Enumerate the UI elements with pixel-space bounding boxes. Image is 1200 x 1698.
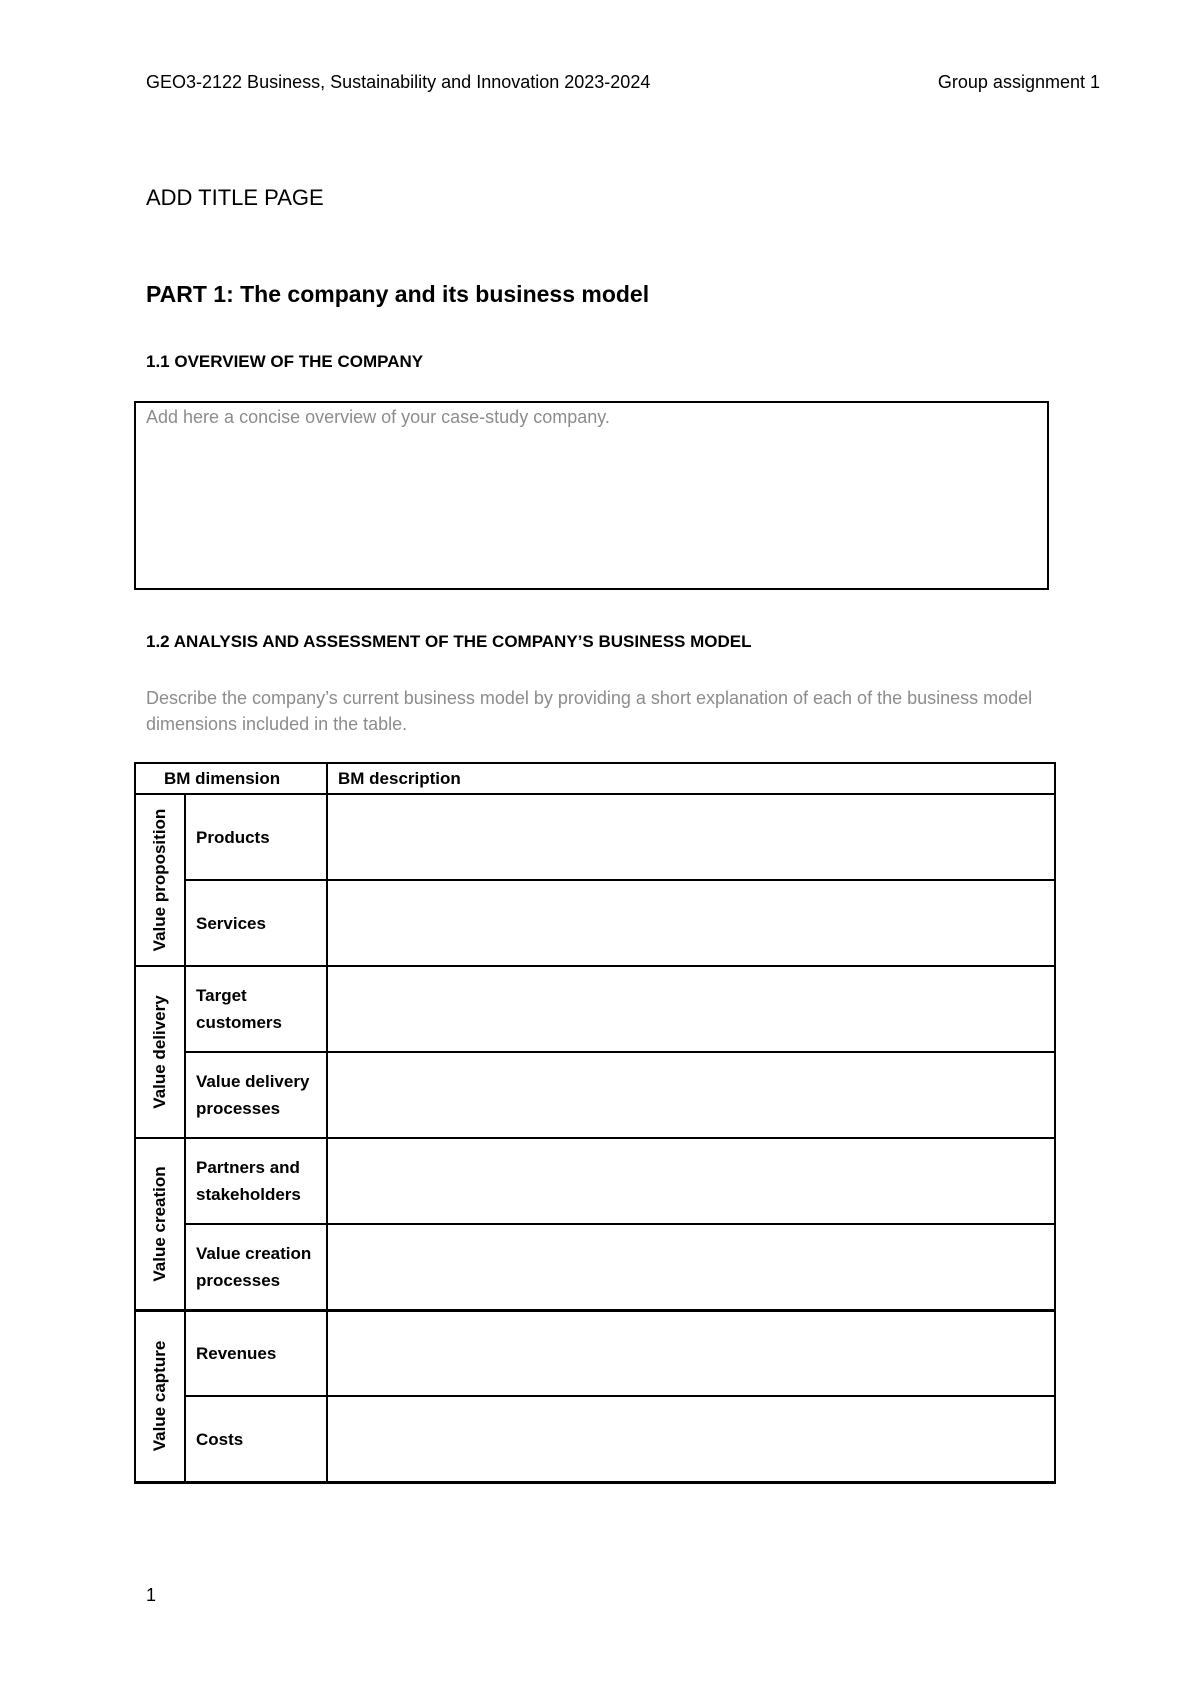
header-course-title: GEO3-2122 Business, Sustainability and Innovation 2023-2024	[146, 72, 651, 92]
table-row	[135, 1052, 1055, 1138]
part-heading: PART 1: The company and its business model	[146, 281, 650, 307]
description-cell-revenues[interactable]	[327, 1310, 1055, 1396]
dimension-partners-stakeholders: Partners and stakeholders	[185, 1138, 327, 1224]
table-row	[135, 880, 1055, 966]
group-label-cell	[135, 966, 185, 1138]
dimension-costs: Costs	[185, 1396, 327, 1482]
description-cell-services[interactable]	[327, 880, 1055, 966]
group-label-value-creation: Value creation	[150, 1166, 169, 1282]
dimension-services: Services	[185, 880, 327, 966]
table-row	[135, 966, 1055, 1052]
analysis-instructions: Describe the company’s current business model by providing a short explanation of each of the business model dimensions included in the table.	[146, 688, 1033, 734]
table-row	[135, 1138, 1055, 1224]
overview-textbox[interactable]	[134, 401, 1049, 590]
group-label-value-capture: Value capture	[150, 1341, 169, 1452]
table-header-row	[135, 763, 1055, 794]
business-model-table	[134, 762, 1056, 1484]
group-label-cell	[135, 1138, 185, 1310]
dimension-target-customers: Target customers	[185, 966, 327, 1052]
col-header-description: BM description	[327, 763, 1055, 794]
overview-placeholder-text: Add here a concise overview of your case-study company.	[146, 407, 610, 427]
description-cell-partners-stakeholders[interactable]	[327, 1138, 1055, 1224]
table-row	[135, 1396, 1055, 1482]
table-row	[135, 1224, 1055, 1310]
group-label-value-delivery: Value delivery	[150, 995, 169, 1109]
group-label-cell	[135, 1310, 185, 1482]
table-row	[135, 1310, 1055, 1396]
title-placeholder: ADD TITLE PAGE	[146, 185, 324, 210]
description-cell-value-delivery-processes[interactable]	[327, 1052, 1055, 1138]
section-heading-overview: 1.1 OVERVIEW OF THE COMPANY	[146, 352, 424, 371]
col-header-dimension: BM dimension	[135, 763, 327, 794]
group-label-value-proposition: Value proposition	[150, 808, 169, 952]
table-row	[135, 794, 1055, 880]
header-assignment-label: Group assignment 1	[937, 72, 1100, 92]
description-cell-target-customers[interactable]	[327, 966, 1055, 1052]
section-heading-analysis: 1.2 ANALYSIS AND ASSESSMENT OF THE COMPANY’S BUSINESS MODEL	[146, 632, 752, 651]
dimension-value-delivery-processes: Value delivery processes	[185, 1052, 327, 1138]
dimension-products: Products	[185, 794, 327, 880]
dimension-value-creation-processes: Value creation processes	[185, 1224, 327, 1310]
description-cell-costs[interactable]	[327, 1396, 1055, 1482]
group-label-cell	[135, 794, 185, 966]
dimension-revenues: Revenues	[185, 1310, 327, 1396]
description-cell-products[interactable]	[327, 794, 1055, 880]
page-number: 1	[146, 1585, 157, 1605]
description-cell-value-creation-processes[interactable]	[327, 1224, 1055, 1310]
